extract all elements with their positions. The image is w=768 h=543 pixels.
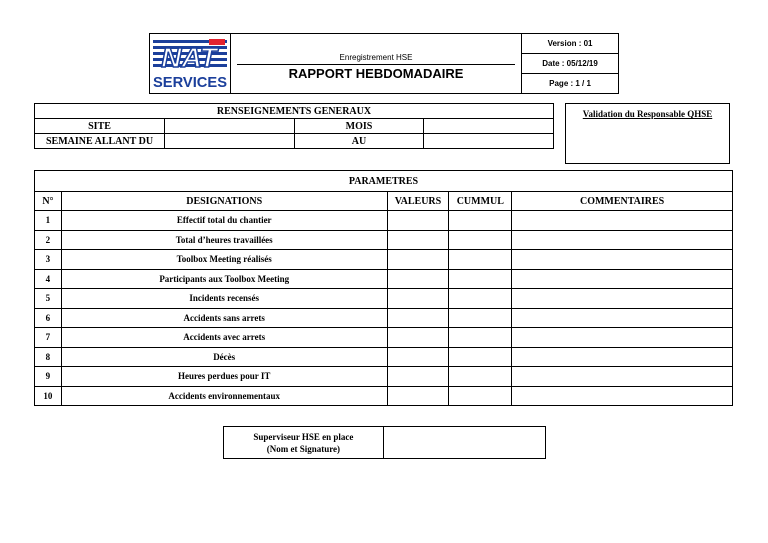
row-cummul-field[interactable] [449, 308, 512, 328]
row-designation: Accidents environnementaux [61, 386, 387, 406]
general-info-table [34, 103, 554, 149]
row-designation: Total d’heures travaillées [61, 230, 387, 250]
row-designation: Incidents recensés [61, 289, 387, 309]
row-cummul-field[interactable] [449, 289, 512, 309]
general-info-title: RENSEIGNEMENTS GENERAUX [35, 104, 554, 119]
semaine-label: SEMAINE ALLANT DU [35, 134, 165, 149]
table-row [35, 250, 733, 270]
row-cummul-field[interactable] [449, 269, 512, 289]
validation-label: Validation du Responsable QHSE [582, 109, 713, 119]
page-label: Page : 1 / 1 [522, 73, 618, 93]
row-designation: Effectif total du chantier [61, 211, 387, 231]
signature-field[interactable] [383, 427, 545, 459]
title-cell [230, 34, 521, 94]
row-number: 2 [35, 230, 62, 250]
parameters-title: PARAMETRES [35, 171, 733, 192]
row-commentaire-field[interactable] [512, 250, 733, 270]
column-header-designations: DESIGNATIONS [61, 192, 387, 211]
site-label: SITE [35, 119, 165, 134]
row-valeur-field[interactable] [387, 230, 449, 250]
meta-cell [522, 34, 619, 94]
row-number: 8 [35, 347, 62, 367]
table-row [35, 308, 733, 328]
row-cummul-field[interactable] [449, 347, 512, 367]
row-cummul-field[interactable] [449, 328, 512, 348]
site-field[interactable] [165, 119, 295, 134]
row-number: 6 [35, 308, 62, 328]
row-valeur-field[interactable] [387, 289, 449, 309]
nat-services-logo [151, 36, 229, 92]
row-valeur-field[interactable] [387, 308, 449, 328]
row-designation: Heures perdues pour IT [61, 367, 387, 387]
row-commentaire-field[interactable] [512, 328, 733, 348]
row-designation: Toolbox Meeting réalisés [61, 250, 387, 270]
column-header-valeurs: VALEURS [387, 192, 449, 211]
row-number: 4 [35, 269, 62, 289]
row-valeur-field[interactable] [387, 328, 449, 348]
mois-label: MOIS [294, 119, 424, 134]
table-row [35, 230, 733, 250]
row-number: 9 [35, 367, 62, 387]
table-row [35, 386, 733, 406]
row-valeur-field[interactable] [387, 211, 449, 231]
row-valeur-field[interactable] [387, 367, 449, 387]
row-number: 10 [35, 386, 62, 406]
signature-label-cell [224, 427, 384, 459]
table-row [35, 269, 733, 289]
row-commentaire-field[interactable] [512, 230, 733, 250]
signature-label-line1: Superviseur HSE en place [253, 431, 354, 442]
au-field[interactable] [424, 134, 554, 149]
row-valeur-field[interactable] [387, 386, 449, 406]
row-commentaire-field[interactable] [512, 289, 733, 309]
row-commentaire-field[interactable] [512, 211, 733, 231]
row-number: 5 [35, 289, 62, 309]
document-header [149, 33, 619, 94]
logo-text-services: SERVICES [152, 73, 227, 91]
row-commentaire-field[interactable] [512, 367, 733, 387]
row-designation: Accidents avec arrets [61, 328, 387, 348]
logo-text-nat: NAT [161, 41, 217, 73]
version-label: Version : 01 [547, 39, 593, 48]
row-number: 1 [35, 211, 62, 231]
row-commentaire-field[interactable] [512, 308, 733, 328]
logo-graphic [151, 36, 229, 92]
row-number: 3 [35, 250, 62, 270]
row-valeur-field[interactable] [387, 250, 449, 270]
logo-cell [150, 34, 231, 94]
table-row [35, 367, 733, 387]
row-cummul-field[interactable] [449, 386, 512, 406]
row-valeur-field[interactable] [387, 347, 449, 367]
row-cummul-field[interactable] [449, 250, 512, 270]
semaine-field[interactable] [165, 134, 295, 149]
column-header-commentaires: COMMENTAIRES [512, 192, 733, 211]
signature-label-line2: (Nom et Signature) [266, 443, 341, 454]
row-designation: Accidents sans arrets [61, 308, 387, 328]
row-commentaire-field[interactable] [512, 386, 733, 406]
document-title: RAPPORT HEBDOMADAIRE [237, 64, 515, 82]
column-header-num: N° [35, 192, 62, 211]
au-label: AU [294, 134, 424, 149]
row-cummul-field[interactable] [449, 211, 512, 231]
row-valeur-field[interactable] [387, 269, 449, 289]
row-commentaire-field[interactable] [512, 347, 733, 367]
column-header-cummul: CUMMUL [449, 192, 512, 211]
validation-box[interactable] [565, 103, 730, 164]
table-row [35, 289, 733, 309]
signature-table [223, 426, 546, 459]
date-label: Date : 05/12/19 [522, 53, 618, 73]
row-number: 7 [35, 328, 62, 348]
document-subtitle: Enregistrement HSE [339, 53, 413, 62]
mois-field[interactable] [424, 119, 554, 134]
table-row [35, 347, 733, 367]
table-row [35, 328, 733, 348]
row-designation: Décès [61, 347, 387, 367]
row-designation: Participants aux Toolbox Meeting [61, 269, 387, 289]
row-cummul-field[interactable] [449, 367, 512, 387]
table-row [35, 211, 733, 231]
parameters-table [34, 170, 733, 406]
row-cummul-field[interactable] [449, 230, 512, 250]
row-commentaire-field[interactable] [512, 269, 733, 289]
